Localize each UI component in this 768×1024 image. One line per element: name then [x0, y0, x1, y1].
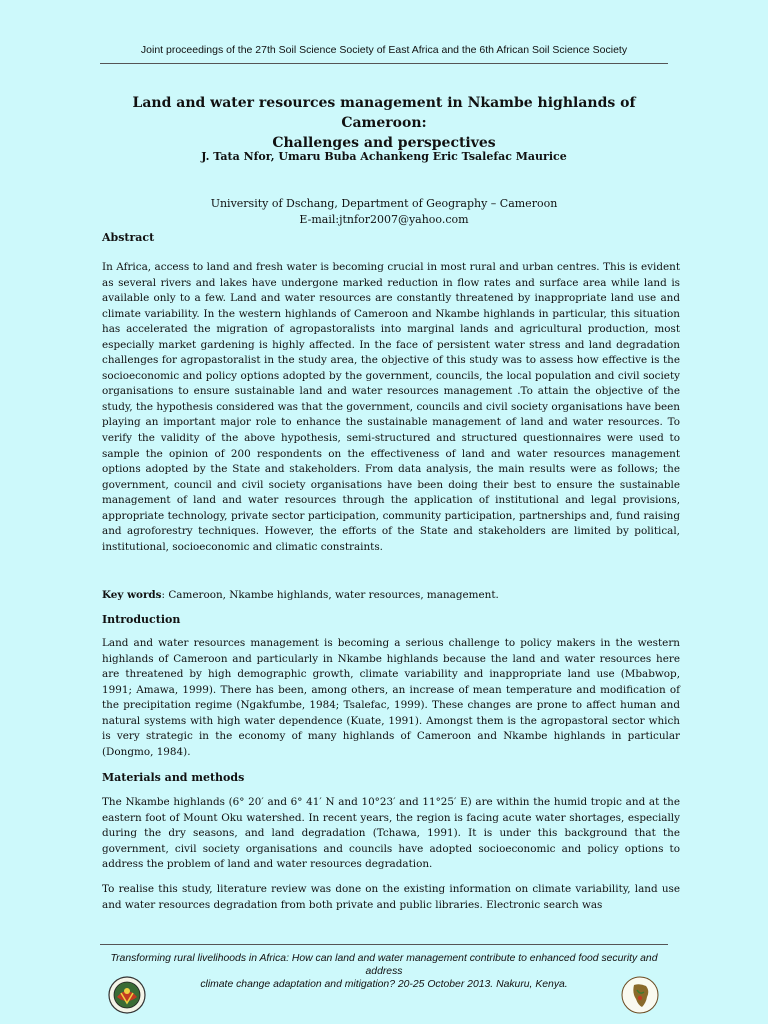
asss-logo-icon	[620, 975, 660, 1015]
affiliation-block	[100, 196, 668, 228]
header-divider	[100, 63, 668, 64]
running-header: Joint proceedings of the 27th Soil Science Society of East Africa and the 6th African Soil Science Society	[140, 44, 628, 56]
title-line-2: Challenges and perspectives	[272, 135, 496, 151]
paper-title	[100, 93, 668, 153]
running-footer	[96, 952, 672, 991]
abstract-text: In Africa, access to land and fresh water is becoming crucial in most rural and urban centres. This is evident as several rivers and lakes have undergone marked reduction in flow rates and surface area while land is available only to a few. Land and water resources are constantly threatened by inappropriate land use and climate variability. In the western highlands of Cameroon and Nkambe highlands in particular, this situation has accelerated the migration of agropastoralists into marginal lands and agricultural production, most especially market gardening is highly affected. In the face of persistent water stress and land degradation challenges for agropastoralist in the study area, the objective of this study was to assess how effective is the socioeconomic and policy options adopted by the government, councils, the local population and civil society organisations to ensure sustainable land and water resources management .To attain the objective of the study, the hypothesis considered was that the government, councils and civil society organisations have been playing an important major role to enhance the sustainable management of land and water resources. To verify the validity of the above hypothesis, semi-structured and structured questionnaires were used to sample the opinion of 200 respondents on the effectiveness of land and water resources management options adopted by the State and stakeholders. From data analysis, the main results were as follows; the government, council and civil society organisations have been doing their best to ensure the sustainable management of land and water resources through the application of institutional and legal provisions, appropriate technology, private sector participation, community participation, partnerships and, fund raising and agroforestry techniques. However, the efforts of the State and stakeholders are limited by political, institutional, socioeconomic and climatic constraints.	[102, 261, 680, 553]
author-email: E-mail:jtnfor2007@yahoo.com	[299, 213, 469, 226]
title-line-1: Land and water resources management in Nkambe highlands of Cameroon:	[132, 95, 636, 131]
keywords-text: : Cameroon, Nkambe highlands, water resources, management.	[161, 589, 499, 601]
footer-line-1: Transforming rural livelihoods in Africa: How can land and water management contribute to enhanced food security and address	[110, 953, 658, 977]
abstract-heading: Abstract	[102, 231, 155, 244]
introduction-heading: Introduction	[102, 613, 181, 626]
footer-divider	[100, 944, 668, 945]
introduction-text: Land and water resources management is becoming a serious challenge to policy makers in the western highlands of Cameroon and particularly in Nkambe highlands because the land and water resources here are threatened by high demographic growth, climate variability and inappropriate land use (Mbabwop, 1991; Amawa, 1999). There has been, among others, an increase of mean temperature and modification of the precipitation regime (Ngakfumbe, 1984; Tsalefac, 1999). These changes are prone to affect human and natural systems with high water dependence (Kuate, 1991). Amongst them is the agropastoral sector which is very strategic in the economy of many highlands of Cameroon and Nkambe highlands in particular (Dongmo, 1984).	[102, 637, 680, 758]
affiliation: University of Dschang, Department of Geography – Cameroon	[210, 197, 558, 210]
footer-line-2: climate change adaptation and mitigation? 20-25 October 2013. Nakuru, Kenya.	[200, 979, 568, 990]
methods-paragraph-2: To realise this study, literature review was done on the existing information on climate variability, land use and water resources degradation from both private and public libraries. Electronic search was	[102, 883, 680, 911]
keywords-label: Key words	[102, 589, 162, 601]
author-list: J. Tata Nfor, Umaru Buba Achankeng Eric Tsalefac Maurice	[201, 150, 567, 163]
keywords-line	[102, 588, 680, 604]
methods-heading: Materials and methods	[102, 771, 245, 784]
methods-paragraph-1: The Nkambe highlands (6° 20′ and 6° 41′ N and 10°23′ and 11°25′ E) are within the humid tropic and at the eastern foot of Mount Oku watershed. In recent years, the region is facing acute water shortages, especially during the dry seasons, and land degradation (Tchawa, 1991). It is under this background that the government, civil society organisations and councils have adopted socioeconomic and policy options to address the problem of land and water resources degradation.	[102, 796, 680, 871]
sssea-logo-icon	[107, 975, 147, 1015]
